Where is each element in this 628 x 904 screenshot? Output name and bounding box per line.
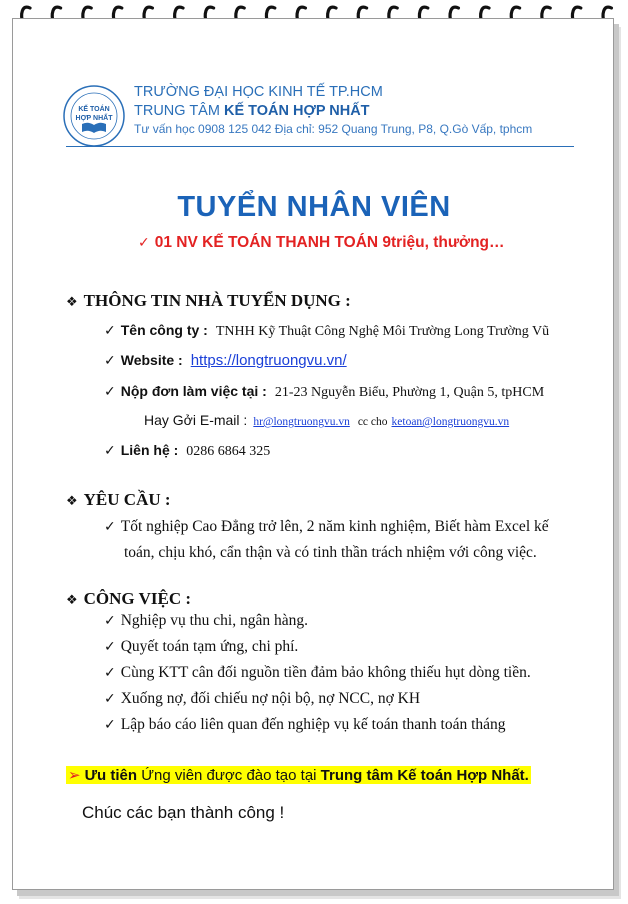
duty-item-text: Lập báo cáo liên quan đến nghiệp vụ kế toán thanh toán tháng bbox=[120, 716, 506, 733]
center-prefix: TRUNG TÂM bbox=[134, 103, 220, 119]
duty-item-text: Cùng KTT cân đối nguồn tiền đảm bảo không thiếu hụt dòng tiền. bbox=[120, 664, 531, 681]
center-brand: KẾ TOÁN HỢP NHẤT bbox=[223, 103, 370, 119]
requirements-line-2: toán, chịu khó, cẩn thận và có tinh thần trách nhiệm với công việc. bbox=[124, 544, 537, 561]
school-logo-icon bbox=[62, 84, 126, 148]
center-name bbox=[134, 103, 370, 119]
apply-value: 21-23 Nguyễn Biểu, Phường 1, Quận 5, tpHCM bbox=[274, 385, 545, 400]
company-section-heading bbox=[66, 291, 351, 311]
check-icon: ✓ bbox=[104, 384, 116, 400]
duties-heading bbox=[66, 589, 191, 609]
company-value: TNHH Kỹ Thuật Công Nghệ Môi Trường Long Trường Vũ bbox=[215, 324, 550, 339]
duty-item bbox=[104, 664, 531, 682]
email-label: Hay Gởi E-mail : bbox=[144, 412, 248, 428]
requirements-line-1: Tốt nghiệp Cao Đẳng trở lên, 2 năm kinh nghiệm, Biết hàm Excel kế bbox=[120, 518, 549, 535]
check-icon: ✓ bbox=[138, 235, 150, 251]
apply-label: Nộp đơn làm việc tại : bbox=[120, 383, 267, 399]
diamond-bullet-icon: ❖ bbox=[66, 494, 78, 509]
diamond-bullet-icon: ❖ bbox=[66, 593, 78, 608]
check-icon: ✓ bbox=[104, 519, 116, 535]
check-icon: ✓ bbox=[104, 691, 116, 707]
priority-text: Ứng viên được đào tạo tại bbox=[141, 767, 317, 784]
arrow-bullet-icon: ➢ bbox=[68, 766, 81, 784]
document-page bbox=[12, 18, 614, 890]
contact-address: Tư vấn học 0908 125 042 Địa chỉ: 952 Quang Trung, P8, Q.Gò Vấp, tphcm bbox=[134, 122, 533, 136]
email-link[interactable]: hr@longtruongvu.vn bbox=[253, 416, 350, 428]
diamond-bullet-icon: ❖ bbox=[66, 295, 78, 310]
check-icon: ✓ bbox=[104, 639, 116, 655]
check-icon: ✓ bbox=[104, 323, 116, 339]
cc-label: cc cho bbox=[357, 416, 388, 428]
apply-row bbox=[104, 383, 544, 401]
page-title: TUYỂN NHÂN VIÊN bbox=[177, 191, 451, 223]
duty-item-text: Quyết toán tạm ứng, chi phí. bbox=[120, 638, 299, 655]
duty-item bbox=[104, 638, 298, 656]
logo-text-top: KẾ TOÁN bbox=[78, 106, 110, 113]
company-label: Tên công ty : bbox=[120, 322, 208, 338]
header-divider bbox=[66, 146, 574, 147]
check-icon: ✓ bbox=[104, 613, 116, 629]
contact-row bbox=[104, 442, 270, 460]
website-link[interactable]: https://longtruongvu.vn/ bbox=[190, 352, 347, 369]
duty-item bbox=[104, 716, 506, 734]
requirements-heading bbox=[66, 490, 171, 510]
website-row bbox=[104, 352, 347, 370]
check-icon: ✓ bbox=[104, 665, 116, 681]
priority-center: Trung tâm Kế toán Hợp Nhất. bbox=[320, 767, 529, 784]
priority-note bbox=[66, 766, 531, 784]
requirements-text bbox=[104, 514, 574, 565]
requirements-heading-text: YÊU CẦU : bbox=[83, 490, 171, 509]
header bbox=[62, 78, 582, 148]
company-heading-text: THÔNG TIN NHÀ TUYỂN DỤNG : bbox=[83, 291, 351, 310]
cc-email-link[interactable]: ketoan@longtruongvu.vn bbox=[391, 416, 510, 428]
duty-item-text: Nghiệp vụ thu chi, ngân hàng. bbox=[120, 612, 308, 629]
closing-wish: Chúc các bạn thành công ! bbox=[82, 803, 285, 822]
company-row bbox=[104, 322, 549, 340]
check-icon: ✓ bbox=[104, 353, 116, 369]
website-label: Website : bbox=[120, 352, 183, 368]
job-subtitle-text: 01 NV KẾ TOÁN THANH TOÁN 9triệu, thưởng… bbox=[154, 234, 505, 251]
job-subtitle bbox=[138, 234, 505, 252]
university-name: TRƯỜNG ĐẠI HỌC KINH TẾ TP.HCM bbox=[134, 84, 383, 100]
contact-label: Liên hệ : bbox=[120, 442, 179, 458]
duty-item bbox=[104, 612, 308, 630]
check-icon: ✓ bbox=[104, 717, 116, 733]
duty-item-text: Xuống nợ, đối chiếu nợ nội bộ, nợ NCC, nợ KH bbox=[120, 690, 421, 707]
duty-item bbox=[104, 690, 420, 708]
priority-label: Ưu tiên bbox=[84, 767, 138, 784]
logo-text-bottom: HỢP NHẤT bbox=[75, 115, 113, 122]
check-icon: ✓ bbox=[104, 443, 116, 459]
email-row bbox=[144, 412, 509, 430]
contact-value: 0286 6864 325 bbox=[186, 444, 271, 459]
duties-heading-text: CÔNG VIỆC : bbox=[83, 589, 192, 608]
